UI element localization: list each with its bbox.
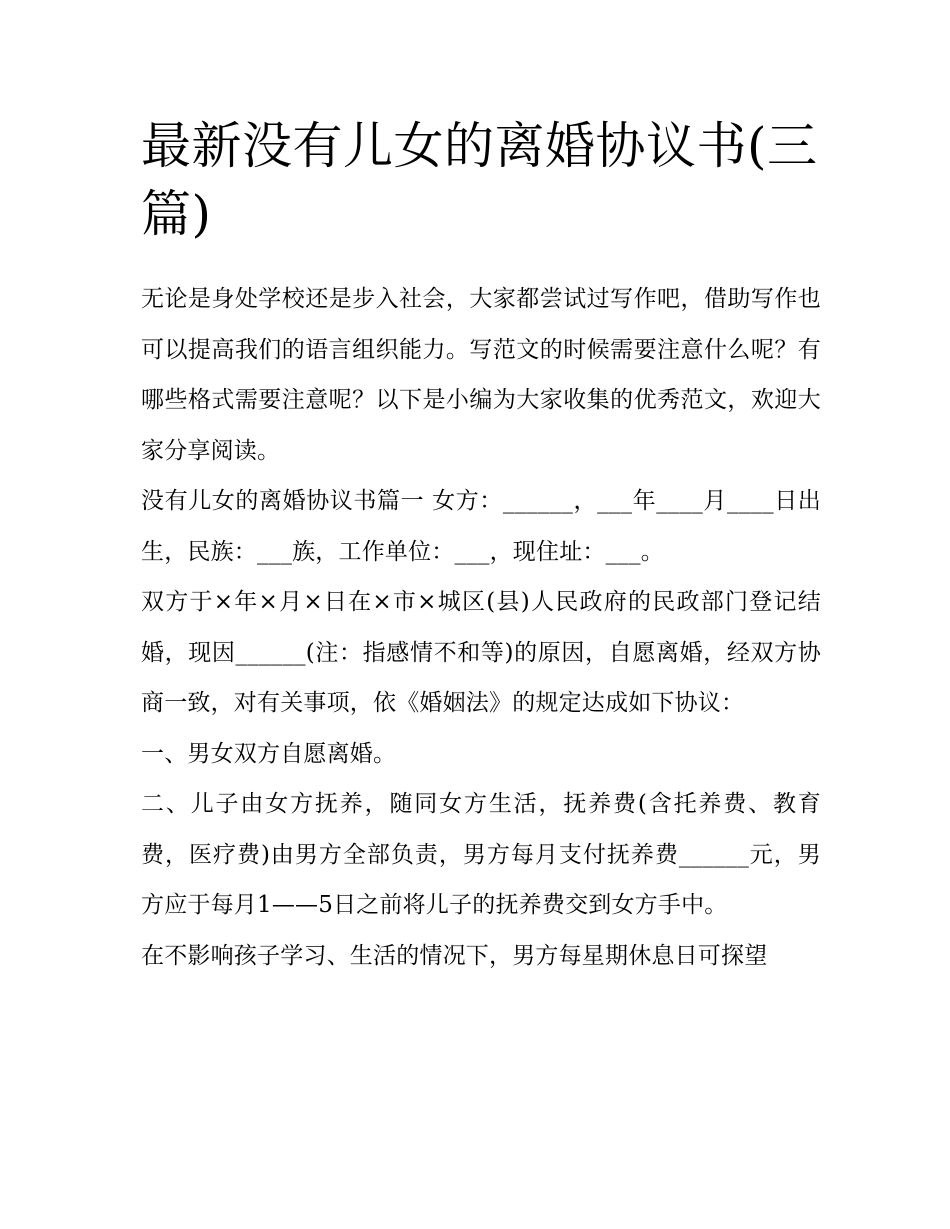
document-title: 最新没有儿女的离婚协议书(三篇) bbox=[141, 117, 818, 243]
document-page bbox=[141, 112, 821, 981]
party-info-paragraph: 没有儿女的离婚协议书篇一 女方：______，___年____月____日出生，民族：___族，工作单位：___，现住址：___。 bbox=[141, 488, 821, 565]
visitation-paragraph: 在不影响孩子学习、生活的情况下，男方每星期休息日可探望 bbox=[141, 942, 768, 969]
clause-two-paragraph: 二、儿子由女方抚养，随同女方生活，抚养费(含托养费、教育费，医疗费)由男方全部负责，男方每月支付抚养费______元，男方应于每月1——5日之前将儿子的抚养费交到女方手中。 bbox=[141, 791, 821, 918]
clause-one-paragraph: 一、男女双方自愿离婚。 bbox=[141, 740, 397, 767]
intro-paragraph: 无论是身处学校还是步入社会，大家都尝试过写作吧，借助写作也可以提高我们的语言组织能力。写范文的时候需要注意什么呢？有哪些格式需要注意呢？以下是小编为大家收集的优秀范文，欢迎大家分享阅读。 bbox=[141, 286, 821, 464]
marriage-registration-paragraph: 双方于×年×月×日在×市×城区(县)人民政府的民政部门登记结婚，现因______(注：指感情不和等)的原因，自愿离婚，经双方协商一致，对有关事项，依《婚姻法》的规定达成如下协议： bbox=[141, 589, 821, 716]
